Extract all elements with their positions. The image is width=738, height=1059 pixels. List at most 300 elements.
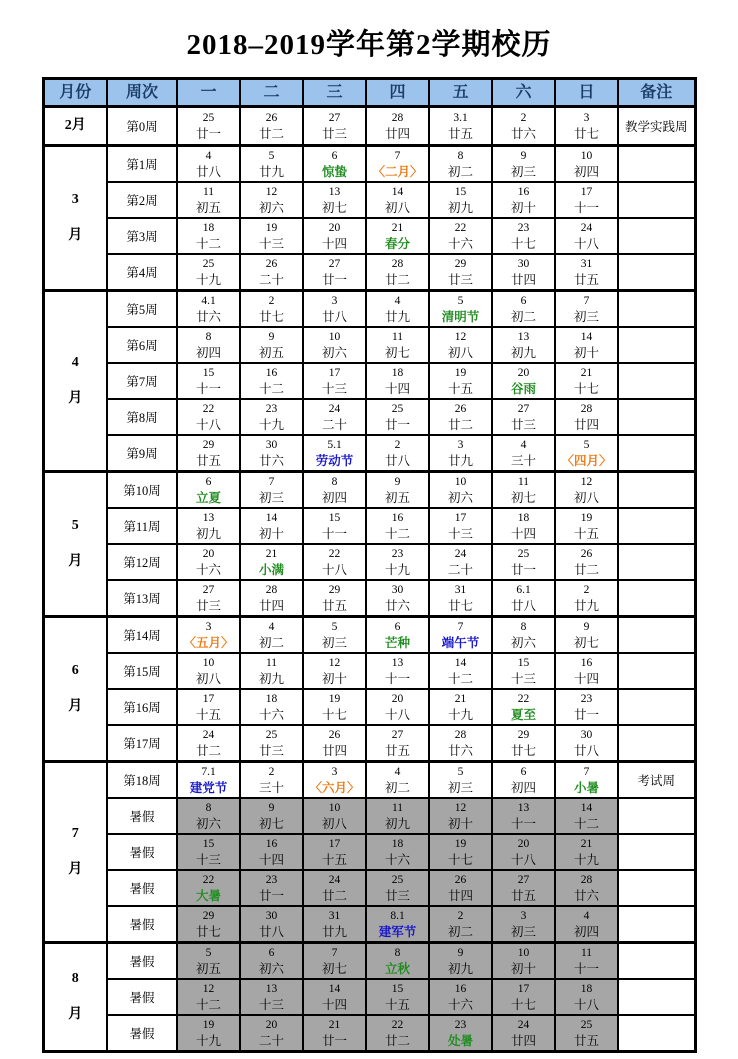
lunar-day-label: 廿五 — [510, 889, 536, 903]
col-header-mon: 一 — [177, 79, 240, 107]
note-cell — [618, 906, 695, 943]
day-number: 19 — [328, 693, 341, 705]
lunar-day-label: 廿一 — [573, 708, 599, 722]
note-cell — [618, 182, 695, 218]
week-label: 第7周 — [107, 363, 177, 399]
lunar-day-label: 十三 — [321, 382, 347, 396]
month-cell — [43, 107, 107, 146]
lunar-day-label: 初二 — [258, 636, 284, 650]
day-cell — [429, 870, 492, 906]
day-cell — [366, 979, 429, 1015]
festival-label: 端午节 — [441, 636, 480, 650]
day-cell — [429, 834, 492, 870]
day-cell — [177, 979, 240, 1015]
day-number: 24 — [517, 1019, 530, 1031]
day-number: 13 — [517, 802, 530, 814]
day-cell — [303, 943, 366, 980]
day-cell — [240, 472, 303, 509]
lunar-day-label: 十四 — [510, 527, 536, 541]
day-number: 28 — [391, 258, 404, 270]
day-number: 2 — [520, 112, 527, 124]
lunar-day-label: 十八 — [573, 237, 599, 251]
day-cell — [177, 435, 240, 472]
day-cell — [366, 291, 429, 328]
week-label: 第6周 — [107, 327, 177, 363]
day-cell — [240, 182, 303, 218]
day-number: 10 — [517, 947, 530, 959]
day-cell — [492, 580, 555, 617]
month-label: 5 — [71, 518, 79, 533]
week-label: 第0周 — [107, 107, 177, 146]
day-number: 8 — [205, 802, 212, 814]
lunar-day-label: 初九 — [447, 962, 473, 976]
lunar-day-label: 廿八 — [258, 925, 284, 939]
week-label: 暑假 — [107, 798, 177, 834]
lunar-day-label: 十二 — [195, 998, 221, 1012]
lunar-day-label: 廿四 — [510, 1034, 536, 1048]
day-number: 19 — [454, 838, 467, 850]
day-number: 30 — [265, 439, 278, 451]
col-header-tue: 二 — [240, 79, 303, 107]
lunar-day-label: 廿二 — [573, 563, 599, 577]
day-number: 22 — [202, 403, 215, 415]
day-number: 16 — [454, 983, 467, 995]
day-number: 5 — [583, 439, 590, 451]
day-cell — [177, 107, 240, 146]
calendar-week-row — [43, 689, 695, 725]
day-number: 19 — [202, 1019, 215, 1031]
solar-term-label: 惊蛰 — [321, 165, 347, 179]
day-cell — [240, 254, 303, 291]
day-number: 26 — [580, 548, 593, 560]
lunar-day-label: 十三 — [195, 853, 221, 867]
lunar-day-label: 初九 — [510, 346, 536, 360]
day-number: 9 — [268, 331, 275, 343]
day-cell — [366, 725, 429, 762]
lunar-day-label: 初七 — [321, 201, 347, 215]
lunar-day-label: 廿九 — [321, 925, 347, 939]
lunar-day-label: 初四 — [573, 165, 599, 179]
week-label: 第13周 — [107, 580, 177, 617]
solar-term-label: 夏至 — [510, 708, 536, 722]
solar-term-label: 谷雨 — [510, 382, 536, 396]
calendar-week-row — [43, 182, 695, 218]
day-number: 26 — [328, 729, 341, 741]
calendar-week-row — [43, 107, 695, 146]
note-cell — [618, 834, 695, 870]
day-cell — [240, 107, 303, 146]
calendar-week-row — [43, 979, 695, 1015]
day-number: 12 — [580, 476, 593, 488]
lunar-day-label: 廿四 — [510, 273, 536, 287]
col-header-sat: 六 — [492, 79, 555, 107]
day-number: 12 — [265, 186, 278, 198]
day-cell — [177, 1015, 240, 1052]
day-number: 10 — [580, 150, 593, 162]
day-cell — [429, 979, 492, 1015]
solar-term-label: 芒种 — [384, 636, 410, 650]
day-number: 21 — [454, 693, 467, 705]
calendar-week-row — [43, 363, 695, 399]
day-number: 13 — [328, 186, 341, 198]
day-cell — [303, 580, 366, 617]
lunar-day-label: 廿三 — [195, 599, 221, 613]
day-cell — [177, 870, 240, 906]
day-cell — [177, 653, 240, 689]
day-number: 26 — [265, 258, 278, 270]
day-number: 8 — [520, 621, 527, 633]
day-cell — [303, 254, 366, 291]
calendar-week-row — [43, 906, 695, 943]
day-number: 31 — [580, 258, 593, 270]
day-number: 14 — [580, 331, 593, 343]
day-cell — [429, 725, 492, 762]
day-number: 7 — [457, 621, 464, 633]
month-label: 月 — [68, 1007, 83, 1022]
lunar-day-label: 初四 — [573, 925, 599, 939]
col-header-thu: 四 — [366, 79, 429, 107]
day-number: 10 — [202, 657, 215, 669]
day-cell — [366, 798, 429, 834]
week-label: 第9周 — [107, 435, 177, 472]
day-number: 7.1 — [201, 766, 216, 778]
day-cell — [492, 798, 555, 834]
day-cell — [555, 182, 618, 218]
day-cell — [366, 544, 429, 580]
day-cell — [240, 544, 303, 580]
day-number: 29 — [454, 258, 467, 270]
week-label: 第12周 — [107, 544, 177, 580]
page-title: 2018–2019学年第2学期校历 — [186, 29, 552, 61]
lunar-day-label: 廿九 — [573, 599, 599, 613]
lunar-month-label: 〈二月〉 — [372, 165, 423, 179]
day-number: 23 — [391, 548, 404, 560]
day-number: 7 — [394, 150, 401, 162]
day-cell — [429, 1015, 492, 1052]
day-cell — [492, 979, 555, 1015]
day-cell — [177, 218, 240, 254]
lunar-day-label: 廿六 — [573, 889, 599, 903]
lunar-day-label: 初四 — [195, 346, 221, 360]
day-number: 25 — [517, 548, 530, 560]
day-cell — [555, 834, 618, 870]
day-cell — [303, 653, 366, 689]
lunar-day-label: 廿四 — [447, 889, 473, 903]
day-cell — [429, 146, 492, 183]
solar-term-label: 春分 — [384, 237, 410, 251]
lunar-day-label: 十七 — [321, 708, 347, 722]
day-number: 6 — [268, 947, 275, 959]
day-number: 26 — [454, 874, 467, 886]
lunar-day-label: 十七 — [510, 237, 536, 251]
day-number: 17 — [328, 838, 341, 850]
lunar-day-label: 廿二 — [447, 418, 473, 432]
day-cell — [429, 291, 492, 328]
lunar-day-label: 初八 — [573, 491, 599, 505]
day-cell — [177, 291, 240, 328]
day-number: 17 — [328, 367, 341, 379]
lunar-day-label: 廿三 — [447, 273, 473, 287]
lunar-day-label: 二十 — [321, 418, 347, 432]
day-cell — [555, 580, 618, 617]
day-cell — [429, 254, 492, 291]
day-cell — [177, 580, 240, 617]
lunar-day-label: 初三 — [573, 310, 599, 324]
note-cell: 考试周 — [618, 762, 695, 799]
month-cell — [43, 762, 107, 943]
col-header-wed: 三 — [303, 79, 366, 107]
lunar-day-label: 初六 — [447, 491, 473, 505]
calendar-week-row — [43, 762, 695, 799]
day-number: 31 — [328, 910, 341, 922]
week-label: 暑假 — [107, 979, 177, 1015]
day-cell — [366, 762, 429, 799]
day-number: 20 — [328, 222, 341, 234]
note-cell — [618, 399, 695, 435]
day-cell — [555, 472, 618, 509]
lunar-day-label: 十四 — [384, 382, 410, 396]
day-number: 29 — [517, 729, 530, 741]
day-cell — [555, 689, 618, 725]
day-number: 28 — [265, 584, 278, 596]
month-label: 2月 — [64, 118, 86, 133]
day-cell — [429, 472, 492, 509]
day-cell — [240, 508, 303, 544]
day-cell — [240, 580, 303, 617]
day-cell — [555, 943, 618, 980]
day-cell — [366, 653, 429, 689]
day-cell — [303, 798, 366, 834]
day-number: 23 — [580, 693, 593, 705]
week-label: 暑假 — [107, 906, 177, 943]
solar-term-label: 立秋 — [384, 962, 410, 976]
lunar-day-label: 初九 — [384, 817, 410, 831]
day-cell — [555, 762, 618, 799]
day-number: 17 — [454, 512, 467, 524]
note-cell — [618, 508, 695, 544]
lunar-day-label: 十八 — [510, 853, 536, 867]
day-number: 9 — [268, 802, 275, 814]
day-number: 12 — [328, 657, 341, 669]
lunar-day-label: 初五 — [195, 201, 221, 215]
day-number: 3 — [457, 439, 464, 451]
day-number: 20 — [391, 693, 404, 705]
day-cell — [492, 943, 555, 980]
day-cell — [240, 798, 303, 834]
lunar-day-label: 十五 — [573, 527, 599, 541]
lunar-day-label: 十一 — [384, 672, 410, 686]
lunar-day-label: 初八 — [447, 346, 473, 360]
day-cell — [240, 834, 303, 870]
lunar-day-label: 初八 — [195, 672, 221, 686]
day-number: 20 — [265, 1019, 278, 1031]
day-number: 4 — [520, 439, 527, 451]
day-number: 18 — [517, 512, 530, 524]
solar-term-label: 小满 — [258, 563, 284, 577]
day-cell — [303, 762, 366, 799]
lunar-day-label: 十八 — [573, 998, 599, 1012]
day-cell — [366, 363, 429, 399]
day-number: 9 — [394, 476, 401, 488]
day-cell — [177, 399, 240, 435]
lunar-day-label: 廿五 — [195, 454, 221, 468]
lunar-day-label: 廿三 — [384, 889, 410, 903]
day-number: 8 — [394, 947, 401, 959]
day-number: 3 — [331, 295, 338, 307]
day-number: 18 — [265, 693, 278, 705]
day-cell — [555, 291, 618, 328]
lunar-day-label: 十四 — [573, 672, 599, 686]
note-cell — [618, 254, 695, 291]
lunar-day-label: 初三 — [321, 636, 347, 650]
day-number: 11 — [517, 476, 530, 488]
day-number: 28 — [391, 112, 404, 124]
day-number: 2 — [457, 910, 464, 922]
lunar-day-label: 廿五 — [573, 1034, 599, 1048]
note-cell — [618, 1015, 695, 1052]
day-cell — [177, 762, 240, 799]
day-cell — [429, 544, 492, 580]
day-cell — [492, 182, 555, 218]
lunar-day-label: 初二 — [447, 165, 473, 179]
day-number: 10 — [454, 476, 467, 488]
day-cell — [177, 943, 240, 980]
month-label: 6 — [71, 663, 79, 678]
day-cell — [177, 363, 240, 399]
lunar-day-label: 十五 — [447, 382, 473, 396]
lunar-day-label: 初三 — [258, 491, 284, 505]
lunar-day-label: 廿六 — [447, 744, 473, 758]
day-cell — [366, 1015, 429, 1052]
day-cell — [429, 435, 492, 472]
day-cell — [492, 762, 555, 799]
day-number: 31 — [454, 584, 467, 596]
day-cell — [492, 653, 555, 689]
day-cell — [429, 617, 492, 654]
lunar-day-label: 初十 — [510, 201, 536, 215]
day-number: 14 — [265, 512, 278, 524]
day-cell — [177, 834, 240, 870]
day-number: 3 — [331, 766, 338, 778]
day-number: 4 — [268, 621, 275, 633]
day-number: 16 — [391, 512, 404, 524]
lunar-day-label: 初二 — [384, 781, 410, 795]
month-label: 8 — [71, 971, 79, 986]
day-cell — [177, 508, 240, 544]
day-number: 27 — [391, 729, 404, 741]
day-cell — [492, 508, 555, 544]
month-cell — [43, 146, 107, 291]
week-label: 第18周 — [107, 762, 177, 799]
day-number: 8 — [331, 476, 338, 488]
day-cell — [177, 146, 240, 183]
day-cell — [177, 472, 240, 509]
lunar-day-label: 十三 — [258, 237, 284, 251]
calendar-body — [43, 107, 695, 1052]
day-cell — [240, 435, 303, 472]
day-cell — [555, 725, 618, 762]
lunar-day-label: 廿三 — [321, 127, 347, 141]
lunar-day-label: 十二 — [573, 817, 599, 831]
day-cell — [177, 906, 240, 943]
day-number: 7 — [583, 766, 590, 778]
lunar-day-label: 十三 — [447, 527, 473, 541]
day-cell — [366, 834, 429, 870]
day-cell — [492, 544, 555, 580]
day-number: 18 — [202, 222, 215, 234]
lunar-day-label: 廿九 — [384, 310, 410, 324]
note-cell — [618, 617, 695, 654]
day-number: 10 — [328, 802, 341, 814]
month-label: 月 — [68, 391, 83, 406]
day-cell — [303, 906, 366, 943]
lunar-day-label: 十一 — [321, 527, 347, 541]
lunar-day-label: 廿三 — [510, 418, 536, 432]
week-label: 暑假 — [107, 870, 177, 906]
day-number: 13 — [517, 331, 530, 343]
day-number: 20 — [202, 548, 215, 560]
day-number: 3 — [205, 621, 212, 633]
day-cell — [303, 218, 366, 254]
lunar-day-label: 廿六 — [258, 454, 284, 468]
lunar-day-label: 十八 — [384, 708, 410, 722]
day-number: 21 — [391, 222, 404, 234]
day-number: 25 — [265, 729, 278, 741]
note-cell — [618, 943, 695, 980]
week-label: 暑假 — [107, 834, 177, 870]
day-cell — [429, 762, 492, 799]
calendar-week-row — [43, 291, 695, 328]
solar-term-label: 大暑 — [195, 889, 221, 903]
day-number: 12 — [454, 802, 467, 814]
note-cell — [618, 363, 695, 399]
day-number: 6 — [205, 476, 212, 488]
day-cell — [555, 870, 618, 906]
day-cell — [492, 363, 555, 399]
day-number: 4.1 — [201, 295, 216, 307]
day-number: 29 — [202, 439, 215, 451]
lunar-day-label: 廿三 — [258, 744, 284, 758]
calendar-week-row — [43, 544, 695, 580]
lunar-day-label: 初八 — [384, 201, 410, 215]
lunar-day-label: 廿九 — [258, 165, 284, 179]
day-cell — [492, 254, 555, 291]
day-number: 27 — [328, 258, 341, 270]
day-number: 17 — [517, 983, 530, 995]
day-cell — [303, 544, 366, 580]
lunar-day-label: 十九 — [195, 273, 221, 287]
day-cell — [303, 399, 366, 435]
week-label: 第14周 — [107, 617, 177, 654]
day-number: 18 — [391, 367, 404, 379]
lunar-day-label: 十七 — [573, 382, 599, 396]
note-cell — [618, 291, 695, 328]
solar-term-label: 小暑 — [573, 781, 599, 795]
week-label: 暑假 — [107, 943, 177, 980]
day-cell — [492, 399, 555, 435]
month-cell — [43, 617, 107, 762]
day-cell — [366, 870, 429, 906]
day-cell — [492, 689, 555, 725]
day-number: 21 — [580, 367, 593, 379]
note-cell — [618, 218, 695, 254]
day-cell — [492, 435, 555, 472]
lunar-day-label: 初四 — [510, 781, 536, 795]
day-cell — [555, 218, 618, 254]
day-number: 29 — [202, 910, 215, 922]
lunar-day-label: 廿一 — [258, 889, 284, 903]
day-cell — [303, 435, 366, 472]
